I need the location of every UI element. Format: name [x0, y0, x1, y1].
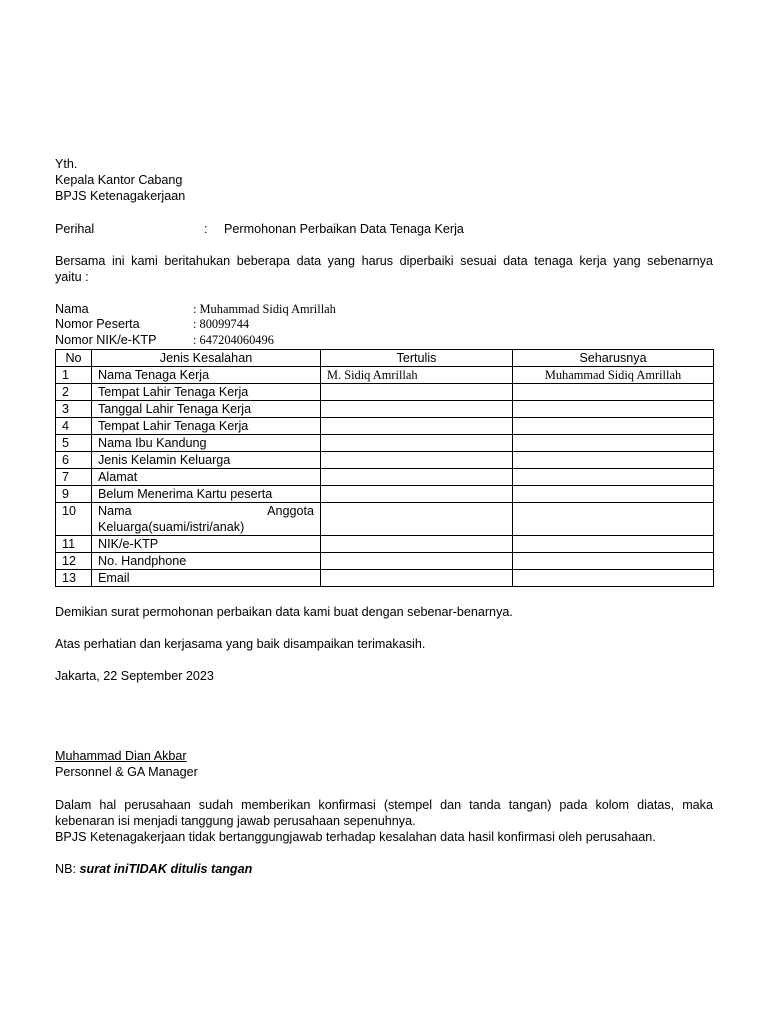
salutation: Yth. [55, 157, 78, 171]
table-row [56, 570, 714, 587]
row-no: 4 [56, 418, 92, 435]
row-no: 12 [56, 553, 92, 570]
row-jenis: Tempat Lahir Tenaga Kerja [92, 418, 321, 435]
table-row [56, 469, 714, 486]
table-row [56, 418, 714, 435]
member-number-label: Nomor Peserta [55, 317, 140, 331]
nb-label: NB: [55, 862, 76, 876]
nb-note [55, 861, 252, 877]
row-tertulis [321, 553, 513, 570]
name-label: Nama [55, 302, 89, 316]
closing-line-1: Demikian surat permohonan perbaikan data kami buat dengan sebenar-benarnya. [55, 605, 513, 619]
row-jenis: Nama Ibu Kandung [92, 435, 321, 452]
row-jenis-line-1: Nama Anggota [98, 504, 314, 518]
row-no: 3 [56, 401, 92, 418]
row-jenis: No. Handphone [92, 553, 321, 570]
address-block [55, 156, 185, 204]
row-no: 7 [56, 469, 92, 486]
row-seharusnya [513, 384, 714, 401]
row-jenis: Jenis Kelamin Keluarga [92, 452, 321, 469]
table-row [56, 452, 714, 469]
subject-label: Perihal [55, 222, 95, 236]
row-no: 10 [56, 503, 92, 536]
row-seharusnya [513, 401, 714, 418]
row-seharusnya [513, 486, 714, 503]
row-jenis [92, 503, 321, 536]
place-date-text: Jakarta, 22 September 2023 [55, 669, 214, 683]
row-tertulis [321, 401, 513, 418]
note-line-1: Dalam hal perusahaan sudah memberikan konfirmasi (stempel dan tanda tangan) pada kolom diatas, maka [55, 798, 713, 812]
signatory-name: Muhammad Dian Akbar [55, 749, 187, 763]
row-tertulis [321, 469, 513, 486]
row-no: 6 [56, 452, 92, 469]
nb-text: surat iniTIDAK ditulis tangan [79, 862, 253, 876]
row-jenis: Tanggal Lahir Tenaga Kerja [92, 401, 321, 418]
row-no: 2 [56, 384, 92, 401]
row-jenis: Nama Tenaga Kerja [92, 367, 321, 384]
table-row [56, 367, 714, 384]
table-row [56, 536, 714, 553]
closing-line-2: Atas perhatian dan kerjasama yang baik disampaikan terimakasih. [55, 637, 426, 651]
nik-label: Nomor NIK/e-KTP [55, 333, 157, 347]
header-seharusnya: Seharusnya [513, 350, 714, 367]
row-tertulis [321, 570, 513, 587]
closing-block [55, 604, 513, 620]
row-no: 13 [56, 570, 92, 587]
row-no: 5 [56, 435, 92, 452]
signature-block [55, 748, 198, 780]
row-tertulis [321, 435, 513, 452]
row-seharusnya [513, 553, 714, 570]
table-row [56, 503, 714, 536]
table-row [56, 435, 714, 452]
row-seharusnya [513, 435, 714, 452]
disclaimer-note [55, 797, 713, 845]
intro-paragraph [55, 253, 713, 285]
row-tertulis [321, 536, 513, 553]
row-seharusnya [513, 418, 714, 435]
row-jenis: Tempat Lahir Tenaga Kerja [92, 384, 321, 401]
row-tertulis: M. Sidiq Amrillah [321, 367, 513, 384]
place-date [55, 668, 214, 684]
row-tertulis [321, 452, 513, 469]
row-no: 1 [56, 367, 92, 384]
row-tertulis [321, 486, 513, 503]
row-tertulis [321, 384, 513, 401]
subject-colon: : [204, 222, 208, 236]
nik-value: : 647204060496 [193, 333, 274, 347]
table-row [56, 384, 714, 401]
header-tertulis: Tertulis [321, 350, 513, 367]
member-number-value: : 80099744 [193, 317, 250, 331]
name-value: : Muhammad Sidiq Amrillah [193, 302, 336, 316]
address-line-1: Kepala Kantor Cabang [55, 173, 183, 187]
table-row [56, 401, 714, 418]
row-tertulis [321, 418, 513, 435]
row-seharusnya [513, 469, 714, 486]
header-no: No [56, 350, 92, 367]
subject-value: Permohonan Perbaikan Data Tenaga Kerja [224, 222, 464, 236]
row-no: 11 [56, 536, 92, 553]
row-jenis: Belum Menerima Kartu peserta [92, 486, 321, 503]
row-seharusnya [513, 452, 714, 469]
note-line-3: BPJS Ketenagakerjaan tidak bertanggungjawab terhadap kesalahan data hasil konfirmasi oleh perusahaan. [55, 830, 656, 844]
intro-line-1: Bersama ini kami beritahukan beberapa data yang harus diperbaiki sesuai data tenaga kerja yang sebenarnya [55, 254, 713, 268]
closing-thanks [55, 636, 425, 652]
table-row [56, 486, 714, 503]
row-seharusnya [513, 570, 714, 587]
row-tertulis [321, 503, 513, 536]
row-no: 9 [56, 486, 92, 503]
intro-line-2: yaitu : [55, 270, 89, 284]
signatory-title: Personnel & GA Manager [55, 765, 198, 779]
subject-row [55, 221, 713, 237]
row-jenis-line-2: Keluarga(suami/istri/anak) [98, 520, 245, 534]
row-seharusnya [513, 536, 714, 553]
address-line-2: BPJS Ketenagakerjaan [55, 189, 186, 203]
note-line-2: kebenaran isi menjadi tanggung jawab perusahaan sepenuhnya. [55, 814, 416, 828]
header-jenis: Jenis Kesalahan [92, 350, 321, 367]
table-header-row [56, 350, 714, 367]
worker-info [55, 302, 713, 349]
table-row [56, 553, 714, 570]
row-jenis: NIK/e-KTP [92, 536, 321, 553]
row-seharusnya [513, 503, 714, 536]
row-jenis: Alamat [92, 469, 321, 486]
correction-table [55, 349, 714, 587]
row-jenis: Email [92, 570, 321, 587]
row-seharusnya: Muhammad Sidiq Amrillah [513, 367, 714, 384]
